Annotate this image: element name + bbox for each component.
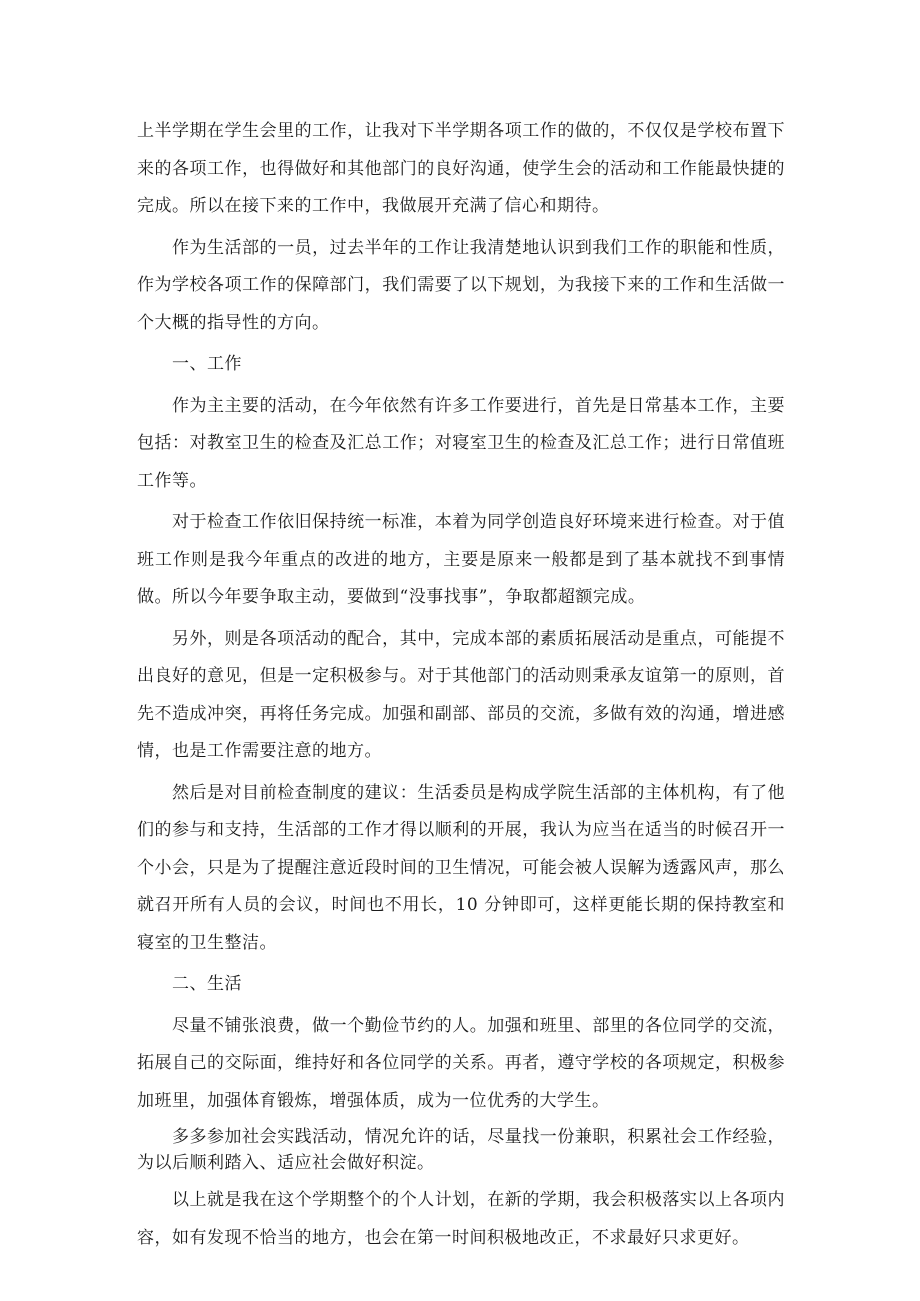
section-heading-work: 一、工作 xyxy=(172,354,242,374)
paragraph-work-inspection: 对于检查工作依旧保持统一标准，本着为同学创造良好环境来进行检查。对于值班工作则是我今年重点的改进的地方，主要是原来一般都是到了基本就找不到事情做。所以今年要争取主动，要做到“没事找事”，争取都超额完成。 xyxy=(137,512,785,607)
paragraph-work-suggestion: 然后是对目前检查制度的建议：生活委员是构成学院生活部的主体机构，有了他们的参与和支持，生活部的工作才得以顺利的开展，我认为应当在适当的时候召开一个小会，只是为了提醒注意近段时间的卫生情况，可能会被人误解为透露风声，那么就召开所有人员的会议，时间也不用长，10 分钟即可，这样更能长期的保持教室和寝室的卫生整洁。 xyxy=(137,782,785,953)
paragraph-work-main: 作为主主要的活动，在今年依然有许多工作要进行，首先是日常基本工作，主要包括：对教室卫生的检查及汇总工作；对寝室卫生的检查及汇总工作；进行日常值班工作等。 xyxy=(137,395,785,491)
paragraph-life-practice: 多多参加社会实践活动，情况允许的话，尽量找一份兼职，积累社会工作经验，为以后顺利踏入、适应社会做好积淀。 xyxy=(137,1127,785,1173)
paragraph-role: 作为生活部的一员，过去半年的工作让我清楚地认识到我们工作的职能和性质，作为学校各项工作的保障部门，我们需要了以下规划，为我接下来的工作和生活做一个大概的指导性的方向。 xyxy=(137,237,785,333)
paragraph-intro: 上半学期在学生会里的工作，让我对下半学期各项工作的做的，不仅仅是学校布置下来的各项工作，也得做好和其他部门的良好沟通，使学生会的活动和工作能最快捷的完成。所以在接下来的工作中，我做展开充满了信心和期待。 xyxy=(137,121,785,216)
paragraph-conclusion: 以上就是我在这个学期整个的个人计划，在新的学期，我会积极落实以上各项内容，如有发现不恰当的地方，也会在第一时间积极地改正，不求最好只求更好。 xyxy=(137,1190,785,1248)
document-body xyxy=(137,113,785,1261)
paragraph-work-activities: 另外，则是各项活动的配合，其中，完成本部的素质拓展活动是重点，可能提不出良好的意见，但是一定积极参与。对于其他部门的活动则秉承友谊第一的原则，首先不造成冲突，再将任务完成。加强和副部、部员的交流，多做有效的沟通，增进感情，也是工作需要注意的地方。 xyxy=(137,628,785,761)
section-heading-life: 二、生活 xyxy=(172,974,242,994)
paragraph-life-frugal: 尽量不铺张浪费，做一个勤俭节约的人。加强和班里、部里的各位同学的交流，拓展自己的交际面，维持好和各位同学的关系。再者，遵守学校的各项规定，积极参加班里，加强体育锻炼，增强体质，成为一位优秀的大学生。 xyxy=(137,1015,785,1111)
